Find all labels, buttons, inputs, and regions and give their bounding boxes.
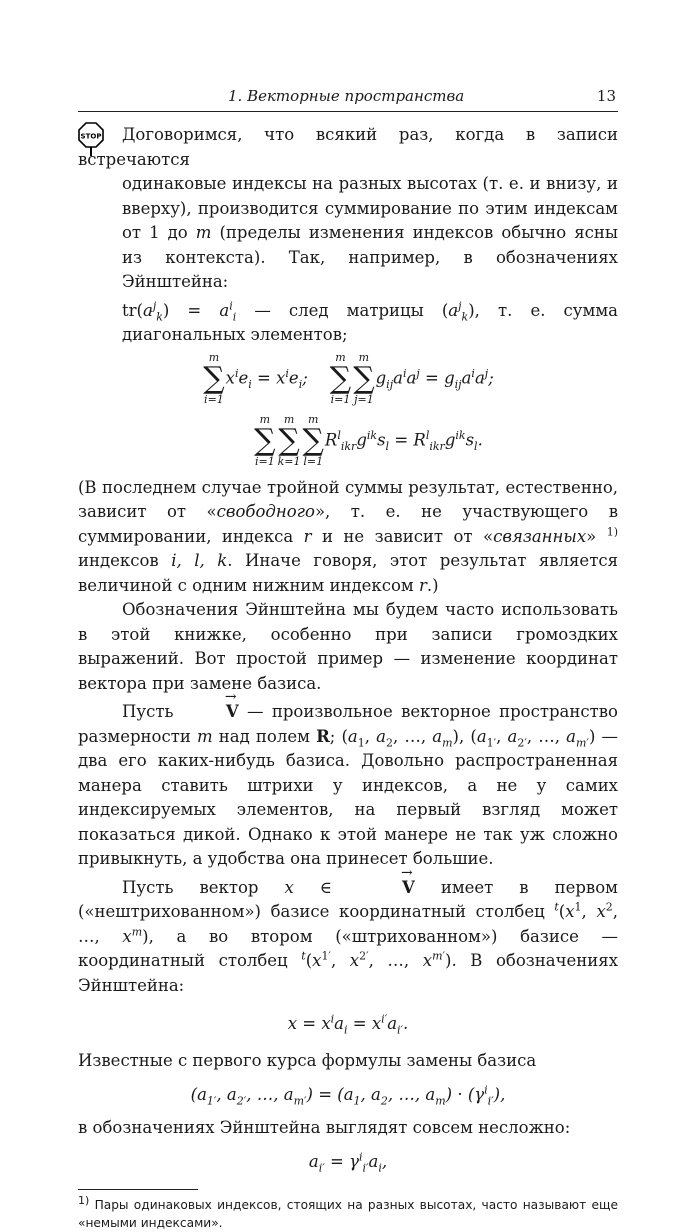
paragraph-example: Обозначения Эйнштейна мы будем часто использовать в этой книжке, особенно при записи громоздких выражений. Вот простой пример — изменение координат вектора при замене базиса.: [78, 600, 618, 693]
chapter-title: 1. Векторные пространства: [228, 86, 465, 105]
paragraph-coordinates: Пусть вектор x ∈ → V имеет в первом («нештрихованном») базисе координатный столбец $^t(x^1$, $x^2$, …, $x^m$), а во втором («штрихованном») базисе — координатный столбец $^t(x^{1'}$, $x^{2'}$, …, $x^{m'}$). В обозначениях Эйнштейна:: [78, 876, 618, 999]
trace-line: $tr(a^j_k) = a^i_i$ — след матрицы $(a^j_k)$, т. е. сумма диагональных элементов;: [122, 299, 618, 344]
footnote-text: Пары одинаковых индексов, стоящих на разных высотах, часто называют еще «немыми индексами».: [78, 1197, 618, 1230]
stop-sign-label: STOP: [80, 132, 102, 141]
footnote-rule: [78, 1189, 198, 1190]
footnote-mark: 1): [78, 1193, 90, 1207]
equation-vector: $x = x^ia_i = x^{i'}a_{i'}$.: [287, 1012, 409, 1037]
paragraph-bases: Пусть → V — произвольное векторное пространство размерности m над полем R; ($a_1$, $a_2$, …, $a_m$), ($a_{1'}$, $a_{2'}$, …, $a_{m'}$) — два его каких-нибудь базиса. Довольно распространенная манера ставить штрихи у индексов, а не у самих индексируемых элементов, на первый взгляд может показаться дикой. Однако к этой манере не так уж сложно привыкнуть, а удобства она принесет большие.: [78, 700, 618, 872]
paragraph-einstein-intro-cont: одинаковые индексы на разных высотах (т. е. и внизу, и вверху), производится суммирование по этим индексам от 1 до m (пределы изменения индексов обычно ясны из контекста). Так, например, в обозначениях Эйнштейна:: [122, 174, 619, 291]
stop-sign-icon: [78, 122, 104, 156]
paragraph-free-index: (В последнем случае тройной суммы результат, естественно, зависит от «свободного», т. е. не участвующего в суммировании, индекса r и не зависит от «связанных» $^{1)}$ индексов i, l, k. Иначе говоря, этот результат является величиной с одним нижним индексом r.): [78, 477, 619, 595]
paragraph-einstein-intro: Договоримся, что всякий раз, когда в записи встречаются: [78, 125, 618, 169]
running-header: [78, 86, 618, 112]
page: [78, 86, 618, 1232]
equation-basis-einstein: $a_{i'} = \gamma^i_{i'}a_i$,: [308, 1150, 388, 1175]
equation-basis-change: ($a_{1'}$, $a_{2'}$, …, $a_{m'}) = (a_1$, $a_2$, …, $a_m) \cdot (\gamma^i_{i'})$,: [190, 1083, 506, 1108]
page-number: 13: [596, 86, 616, 105]
paragraph-einstein-simple: в обозначениях Эйнштейна выглядят совсем несложно:: [78, 1117, 571, 1137]
paragraph-change-of-basis: Известные с первого курса формулы замены базиса: [78, 1050, 537, 1070]
footnote: [78, 1193, 618, 1232]
equation-sums-1: m ∑ i=1 $x^ie_i = x^ie_i$; m ∑ i=1 m ∑ j=1 $g_{ij}a^ia^j = g_{ij}a^ia^j$;: [203, 350, 494, 406]
equation-sums-2: m ∑ i=1 m ∑ k=1 m ∑ l=1 $R^l_{ikr}g^{ik}s_l = R^l_{ikr}g^{ik}s_l$.: [254, 412, 483, 468]
